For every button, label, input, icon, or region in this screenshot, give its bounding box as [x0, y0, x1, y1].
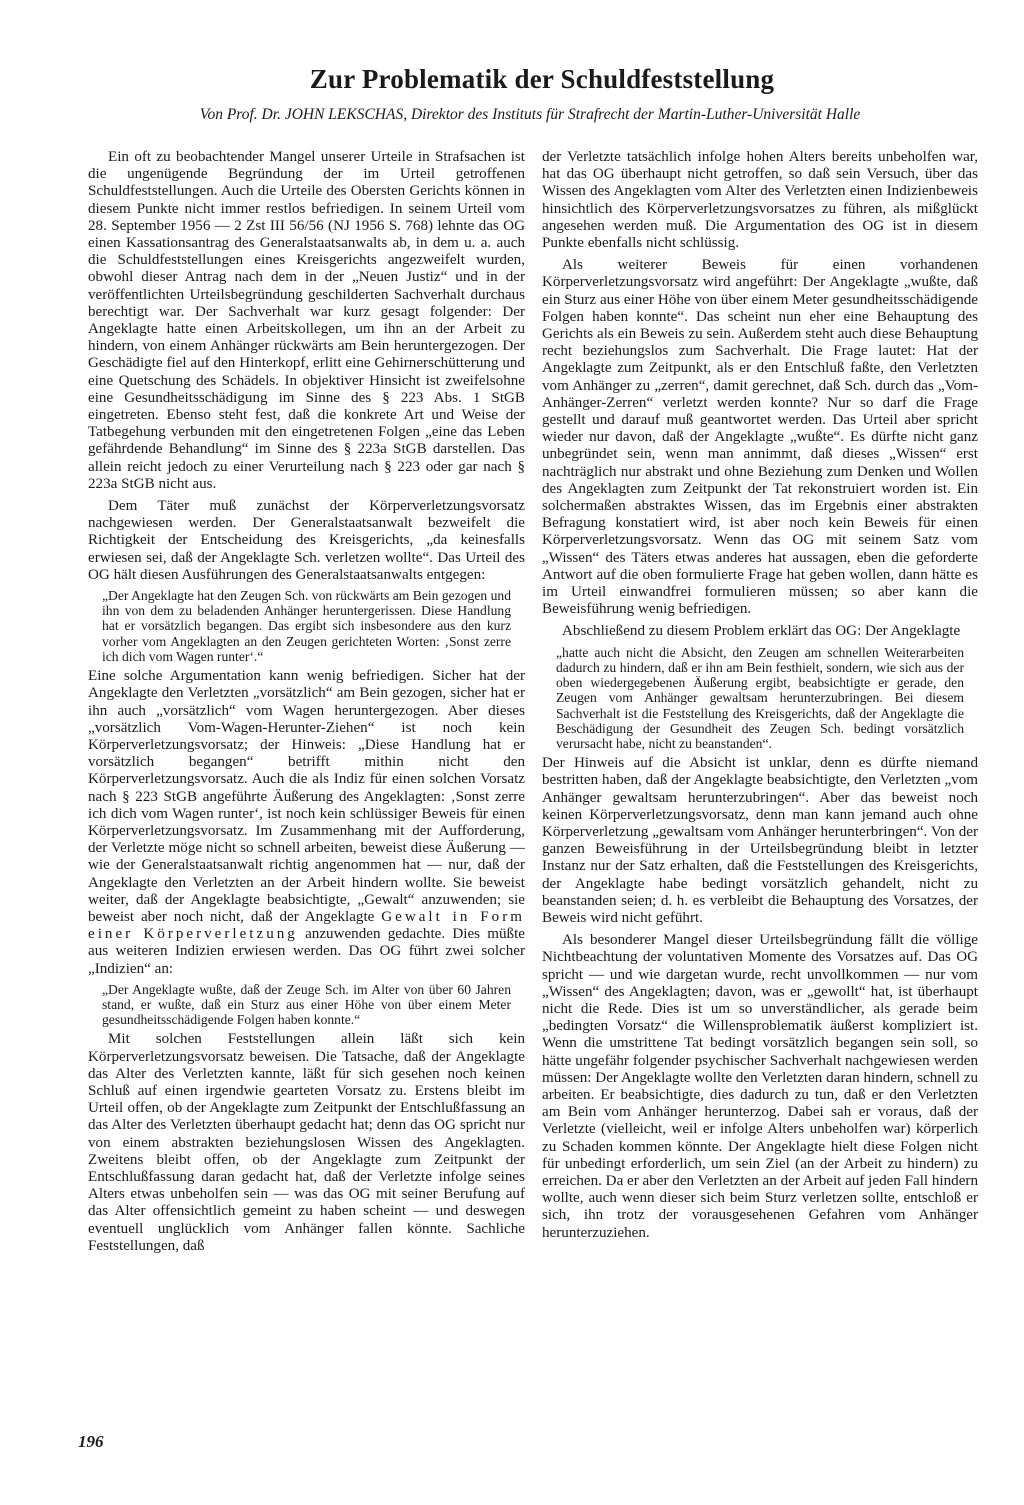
- article-byline: Von Prof. Dr. JOHN LEKSCHAS, Direktor des Instituts für Strafrecht der Martin-Luther-Universität Halle: [199, 106, 861, 123]
- paragraph: Als weiterer Beweis für einen vorhandenen Körperverletzungsvorsatz wird angeführt: Der Angeklagte „wußte, daß ein Sturz aus einer Höhe von über einem Meter gesundheitsschädigende Folgen haben konnte“. Das scheint nun eher eine Behauptung des Gerichts als ein Beweis zu sein. Außerdem steht auch diese Behauptung recht beziehungslos zum Sachverhalt. Die Frage lautet: Hat der Angeklagte zum Zeitpunkt, als er den Entschluß faßte, den Verletzten vom Anhänger zu „zerren“, damit gerechnet, daß Sch. durch das „Vom-Anhänger-Zerren“ verletzt werden konnte? Nur so darf die Frage gestellt und darauf muß geantwortet werden. Das Urteil aber spricht wieder nur davon, daß der Angeklagte „wußte“. Es dürfte nicht ganz unbegründet sein, wenn man annimmt, daß dieses „Wissen“ erst nachträglich nur abstrakt und ohne Beziehung zum Denken und Wollen des Angeklagten zum Zeitpunkt der Tat rekonstruiert worden ist. Ein solchermaßen abstraktes Wissen, das im Ergebnis einer abstrakten Befragung konstatiert wird, ist aber noch kein Beweis für einen Körperverletzungsvorsatz. Wenn das OG mit seinem Satz vom „Wissen“ des Täters etwas anderes hat aussagen, eben die geforderte Antwort auf die oben formulierte Frage hat geben wollen, dann hätte es im Urteil einwandfrei formulieren müssen; so aber kann die Beweisführung wenig befriedigen.: [542, 257, 978, 618]
- paragraph: Mit solchen Feststellungen allein läßt sich kein Körperverletzungsvorsatz beweisen. Die Tatsache, daß der Angeklagte das Alter des Verletzten kannte, läßt für sich gesehen noch keinen Schluß auf einen irgendwie gearteten Vorsatz zu. Erstens bleibt im Urteil offen, ob der Angeklagte zum Zeitpunkt der Entschlußfassung an das Alter des Verletzten überhaupt gedacht hat; denn das OG spricht nur von einem abstrakten beziehungslosen Wissen des Angeklagten. Zweitens bleibt offen, ob der Angeklagte zum Zeitpunkt der Entschlußfassung daran gedacht hat, daß der Verletzte infolge seines Alters etwas unbeholfen sein — was das OG mit seiner Berufung auf das Alter offensichtlich gemeint zu haben scheint — und deswegen eventuell unglücklich vom Anhänger fallen könnte. Sachliche Feststellungen, daß: [88, 1031, 525, 1254]
- page-number: 196: [78, 1432, 104, 1451]
- paragraph: Ein oft zu beobachtender Mangel unserer Urteile in Strafsachen ist die ungenügende Begründung der im Urteil getroffenen Schuldfeststellungen. Auch die Urteile des Obersten Gerichts können in diesem Punkte nicht immer restlos befriedigen. In seinem Urteil vom 28. September 1956 — 2 Zst III 56/56 (NJ 1956 S. 768) lehnte das OG einen Kassationsantrag des Generalstaatsanwalts ab, in dem u. a. auch die Schuldfeststellungen eines Kreisgerichts angezweifelt wurden, obwohl dieser Antrag nach dem in der „Neuen Justiz“ und in der veröffentlichten Urteilsbegründung geschilderten Sachverhalt durchaus berechtigt war. Der Sachverhalt war kurz gesagt folgender: Der Angeklagte hatte einen Arbeitskollegen, um ihn an der Arbeit zu hindern, von einem Anhänger rückwärts am Bein heruntergezogen. Der Geschädigte fiel auf den Hinterkopf, erlitt eine Gehirnerschütterung und eine Quetschung des Schädels. In objektiver Hinsicht ist zweifelsohne eine Gesundheitsschädigung im Sinne des § 223 Abs. 1 StGB eingetreten. Ebenso steht fest, daß die konkrete Art und Weise der Tatbegehung verbunden mit den eingetretenen Folgen „eine das Leben gefährdende Behandlung“ im Sinne des § 223a StGB darstellen. Das allein reicht jedoch zu einer Verurteilung nach § 223 oder gar nach § 223a StGB nicht aus.: [88, 149, 525, 492]
- block-quote: „Der Angeklagte hat den Zeugen Sch. von rückwärts am Bein gezogen und ihn von dem zu beladenden Anhänger heruntergerissen. Diese Handlung hat er vorsätzlich begangen. Das ergibt sich insbesondere aus den kurz vorher vom Angeklagten an den Zeugen gerichteten Worten: ‚Sonst zerre ich dich vom Wagen runter‘.“: [102, 588, 511, 664]
- paragraph-text: Eine solche Argumentation kann wenig befriedigen. Sicher hat der Angeklagte den Verletzten „vorsätzlich“ am Bein gezogen, sicher hat er ihn auch „vorsätzlich“ vom Wagen heruntergezogen. Aber dieses „vorsätzlich Vom-Wagen-Herunter-Ziehen“ ist noch kein Körperverletzungsvorsatz; der Hinweis: „Diese Handlung hat er vorsätzlich begangen“ betrifft mithin nicht den Körperverletzungsvorsatz. Auch die als Indiz für einen solchen Vorsatz nach § 223 StGB angeführte Äußerung des Angeklagten: ‚Sonst zerre ich dich vom Wagen runter‘, ist noch kein schlüssiger Beweis für einen Körperverletzungsvorsatz. Im Zusammenhang mit der Aufforderung, der Verletzte möge nicht so schnell arbeiten, beweist diese Äußerung — wie der Generalstaatsanwalt richtig angenommen hat — nur, daß der Angeklagte den Verletzten an der Arbeit hindern wollte. Sie beweist weiter, daß der Angeklagte beabsichtigte, „Gewalt“ anzuwenden; sie beweist aber noch nicht, daß der Angeklagte: [88, 668, 525, 925]
- paragraph: [88, 668, 525, 978]
- block-quote: „Der Angeklagte wußte, daß der Zeuge Sch. im Alter von über 60 Jahren stand, er wußte, daß ein Sturz aus einer Höhe von über einem Meter gesundheitsschädigende Folgen haben konnte.“: [102, 981, 511, 1028]
- paragraph: Der Hinweis auf die Absicht ist unklar, denn es dürfte niemand bestritten haben, daß der Angeklagte beabsichtigte, den Verletzten „vom Anhänger gewaltsam herunterzubringen“. Aber das beweist noch keinen Körperverletzungsvorsatz, denn man kann jemand auch ohne Körperverletzung „gewaltsam vom Anhänger herunterbringen“. Von der ganzen Beweisführung in der Urteilsbegründung bleibt in letzter Instanz nur der Satz erhalten, daß die Feststellungen des Kreisgerichts, der Angeklagte habe bedingt vorsätzlich gehandelt, nicht zu beanstanden seien; d. h. es verbleibt die Behauptung des Vorsatzes, der Beweis wird nicht geführt.: [542, 755, 978, 926]
- left-column: [88, 149, 525, 1255]
- block-quote: „hatte auch nicht die Absicht, den Zeugen am schnellen Weiterarbeiten dadurch zu hindern, daß er ihn am Bein festhielt, sondern, wie sich aus der oben wiedergegebenen Äußerung ergibt, beabsichtigte er gerade, den Zeugen vom Anhänger gewaltsam herunterzubringen. Bei diesem Sachverhalt ist die Feststellung des Kreisgerichts, daß der Angeklagte die Beschädigung der Gesundheit des Zeugen Sch. bedingt vorsätzlich verursacht habe, nicht zu beanstanden“.: [556, 644, 964, 751]
- paragraph: Als besonderer Mangel dieser Urteilsbegründung fällt die völlige Nichtbeachtung der voluntativen Momente des Vorsatzes auf. Das OG spricht — und wie dargetan wurde, recht unvollkommen — nur vom „Wissen“ des Angeklagten; davon, was er „gewollt“ hat, ist überhaupt nicht die Rede. Dies ist um so unverständlicher, als gerade beim „bedingten Vorsatz“ die Willensproblematik äußerst kompliziert ist. Wenn die umstrittene Tat bedingt vorsätzlich begangen sein soll, so hätte ungefähr folgender psychischer Sachverhalt nachgewiesen werden müssen: Der Angeklagte wollte den Verletzten daran hindern, schnell zu arbeiten. Er beabsichtigte, dies dadurch zu tun, daß er den Verletzten am Bein vom Anhänger herunterzog. Dabei sah er voraus, daß der Verletzte (vielleicht, weil er infolge Alters unbeholfen war) körperlich zu Schaden kommen könnte. Der Angeklagte hielt diese Folgen nicht für unbedingt erforderlich, um sein Ziel (an der Arbeit zu hindern) zu erreichen. Da er aber den Verletzten an der Arbeit auf jeden Fall hindern wollte, auch wenn dieser sich beim Sturz verletzen sollte, entschloß er sich, ihn trotz der vorausgesehenen Gefahren vom Anhänger herunterzuziehen.: [542, 932, 978, 1241]
- right-column: [542, 149, 978, 1242]
- paragraph: Abschließend zu diesem Problem erklärt das OG: Der Angeklagte: [562, 623, 961, 640]
- paragraph: der Verletzte tatsächlich infolge hohen Alters bereits unbeholfen war, hat das OG überhaupt nicht getroffen, so daß sein Versuch, über das Wissen des Angeklagten vom Alter des Verletzten einen Indizienbeweis hinsichtlich des Körperverletzungsvorsatzes zu führen, als mißglückt angesehen werden muß. Die Argumentation des OG ist in diesem Punkte ebenfalls nicht schlüssig.: [542, 149, 978, 252]
- paragraph-text: anzuwenden gedachte. Dies müßte aus weiteren Indizien erwiesen werden. Das OG führt zwei solcher „Indizien“ an:: [88, 926, 525, 977]
- article-title: Zur Problematik der Schuldfeststellung: [309, 64, 775, 94]
- emphasized-text: Gewalt in Form einer Körperverletzung: [88, 908, 525, 943]
- paragraph: Dem Täter muß zunächst der Körperverletzungsvorsatz nachgewiesen werden. Der Generalstaatsanwalt bezweifelt die Richtigkeit der Entscheidung des Kreisgerichts, „da keinesfalls erwiesen sei, daß der Angeklagte Sch. verletzen wollte“. Das Urteil des OG hält diesen Ausführungen des Generalstaatsanwalts entgegen:: [88, 498, 525, 583]
